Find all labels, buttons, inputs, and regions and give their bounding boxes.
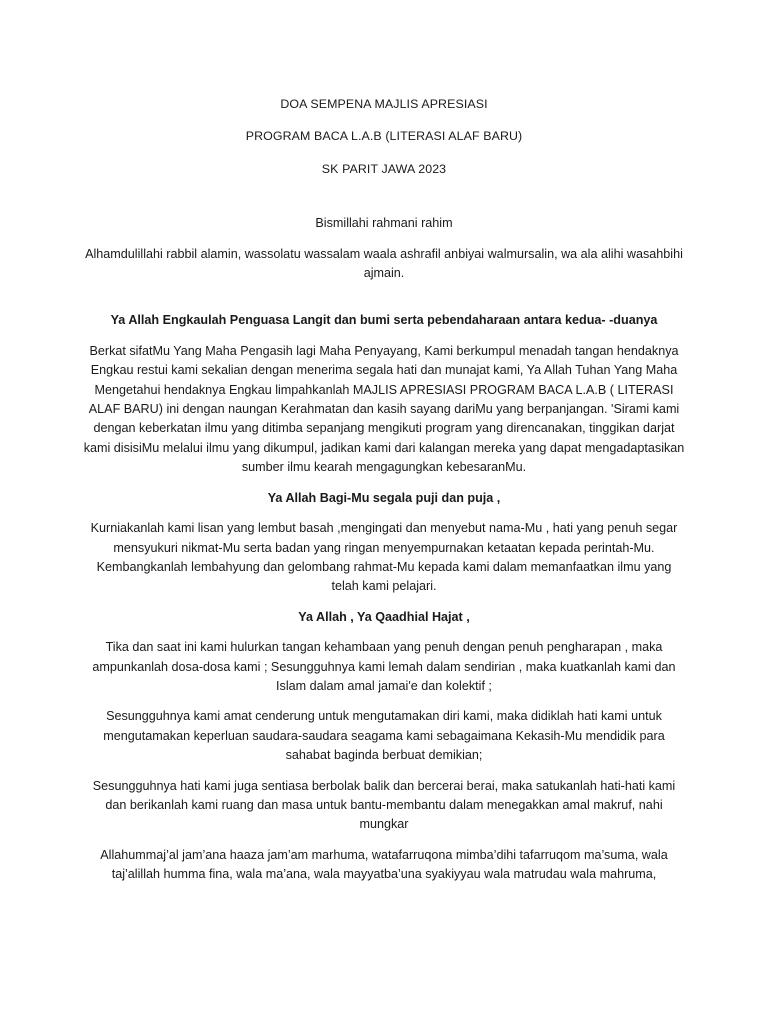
section-3-paragraph-2: Sesungguhnya kami amat cenderung untuk mengutamakan diri kami, maka didiklah hati kami untuk mengutamakan keperluan saudara-saudara seagama kami sebagaimana Kekasih-Mu mendidik para sahabat baginda berbuat demikian; [103,709,665,763]
section-title-2: Ya Allah Bagi-Mu segala puji dan puja , [267,490,501,505]
section-3-paragraph-3: Sesungguhnya hati kami juga sentiasa berbolak balik dan bercerai berai, maka satukanlah hati-hati kami dan berikanlah kami ruang dan masa untuk bantu-membantu dalam menegakkan amal makruf, nahi mungkar [92,778,676,832]
heading-line-1: DOA SEMPENA MAJLIS APRESIASI [280,97,488,111]
heading-line-3: SK PARIT JAWA 2023 [321,161,447,176]
salutation-paragraph: Alhamdulillahi rabbil alamin, wassolatu wassalam waala ashrafil anbiyai walmursalin, wa ala alihi wasahbihi ajmain. [85,246,683,281]
heading-line-2: PROGRAM BACA L.A.B (LITERASI ALAF BARU) [245,129,523,144]
section-1-paragraph-1: Berkat sifatMu Yang Maha Pengasih lagi Maha Penyayang, Kami berkumpul menadah tangan hendaknya Engkau restui kami sekalian dengan menerima segala hati dan munajat kami, Ya Allah Tuhan Yang Maha Mengetahui hendaknya Engkau limpahkanlah MAJLIS APRESIASI PROGRAM BACA L.A.B ( LITERASI ALAF BARU) ini dengan naungan Kerahmatan dan kasih sayang dariMu yang berpanjangan. 'Sirami kami dengan keberkatan ilmu yang ditimba sepanjang mengikuti program yang direncanakan, tinggikan darjat kami disisiMu melalui ilmu yang dikumpul, jadikan kami dari kalangan mereka yang dapat mengadaptasikan sumber ilmu kearah mengagungkan kebesaranMu. [83,343,685,475]
opening-line: Bismillahi rahmani rahim [315,216,453,231]
document-heading [82,95,686,179]
document-body [82,95,686,896]
section-title-3: Ya Allah , Ya Qaadhial Hajat , [298,609,470,624]
section-3-paragraph-1: Tika dan saat ini kami hulurkan tangan kehambaan yang penuh dengan penuh pengharapan , maka ampunkanlah dosa-dosa kami ; Sesungguhnya kami lemah dalam sendirian , maka kuatkanlah kami dan Islam dalam amal jamai'e dan kolektif ; [92,640,676,693]
section-title-1: Ya Allah Engkaulah Penguasa Langit dan bumi serta pebendaharaan antara kedua- -duanya [110,313,658,328]
section-2-paragraph-1: Kurniakanlah kami lisan yang lembut basah ,mengingati dan menyebut nama-Mu , hati yang penuh segar mensyukuri nikmat-Mu serta badan yang ringan menyempurnakan ketaatan kepada perintah-Mu. Kembangkanlah lembahyung dan gelombang rahmat-Mu kepada kami dalam memanfaatkan ilmu yang telah kami pelajari. [90,521,678,594]
section-3-paragraph-4: Allahummaj’al jam’ana haaza jam’am marhuma, watafarruqona mimba’dihi tafarruqom ma’suma, wala taj’alillah humma fina, wala ma’ana, wala mayyatba’una syakiyyau wala matrudau wala mahruma, [100,847,668,882]
